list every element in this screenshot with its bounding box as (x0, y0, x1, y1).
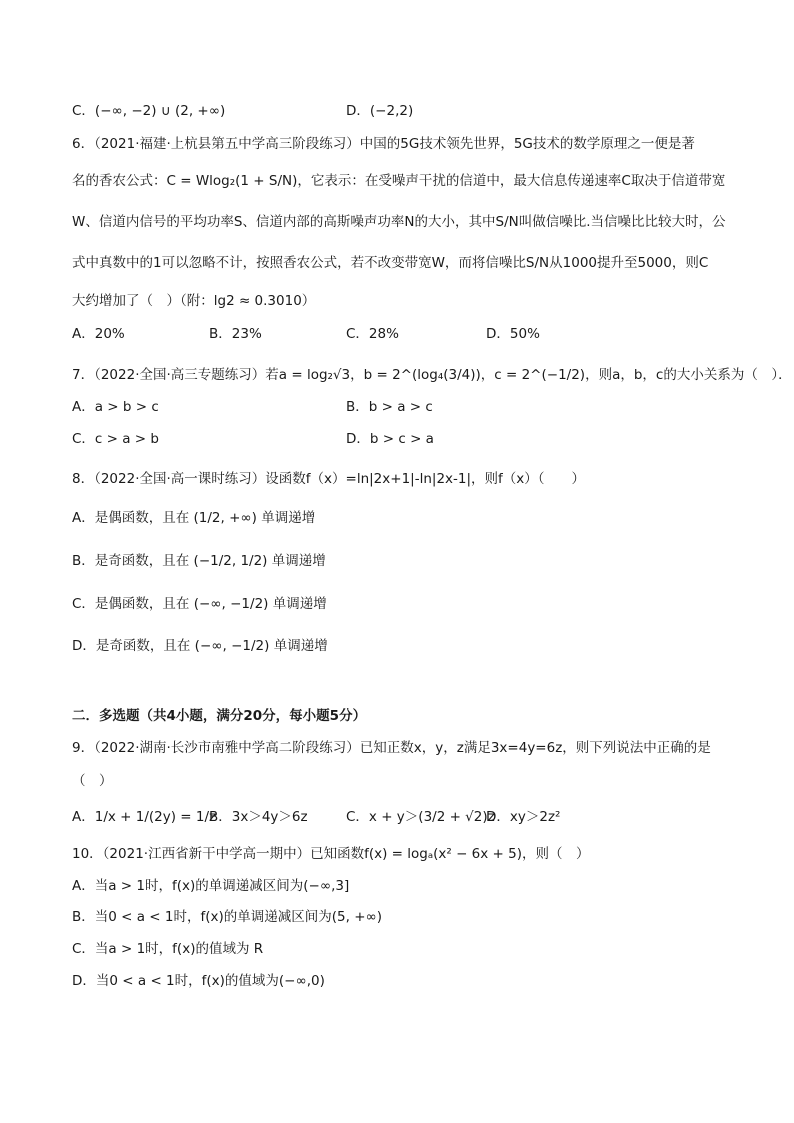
q8-option-c: C．是偶函数，且在 (−∞, −1/2) 单调递增 (72, 596, 327, 612)
q7-option-a: A．a > b > c (72, 399, 159, 415)
q9-option-c: C．x + y＞(3/2 + √2)z (346, 809, 495, 825)
q9-stem-line-1: 9．（2022·湖南·长沙市南雅中学高二阶段练习）已知正数x，y，z满足3x=4y=6z，则下列说法中正确的是 (72, 740, 711, 756)
q9-option-d: D．xy＞2z² (486, 809, 561, 825)
q6-stem-line-4: 式中真数中的1可以忽略不计，按照香农公式，若不改变带宽W，而将信噪比S/N从1000提升至5000，则C (72, 255, 709, 271)
q6-stem-line-1: 6．（2021·福建·上杭县第五中学高三阶段练习）中国的5G技术领先世界，5G技术的数学原理之一便是著 (72, 136, 695, 152)
q6-option-d: D．50% (486, 326, 540, 342)
q10-option-a: A．当a > 1时，f(x)的单调递减区间为(−∞,3] (72, 878, 350, 894)
q10-option-d: D．当0 < a < 1时，f(x)的值域为(−∞,0) (72, 973, 325, 989)
q5-option-c: C．(−∞, −2) ∪ (2, +∞) (72, 103, 226, 119)
q9-stem-line-2: （ ） (72, 773, 113, 789)
q8-option-d: D．是奇函数，且在 (−∞, −1/2) 单调递增 (72, 638, 328, 654)
q10-option-b: B．当0 < a < 1时，f(x)的单调递减区间为(5, +∞) (72, 909, 383, 925)
q6-stem-line-2: 名的香农公式：C = Wlog₂(1 + S/N)，它表示：在受噪声干扰的信道中，最大信息传递速率C取决于信道带宽 (72, 173, 726, 189)
section-heading-multiple-choice: 二．多选题（共4小题，满分20分，每小题5分） (72, 708, 367, 724)
q8-option-a: A．是偶函数，且在 (1/2, +∞) 单调递增 (72, 510, 316, 526)
q6-option-a: A．20% (72, 326, 125, 342)
q7-stem: 7．（2022·全国·高三专题练习）若a = log₂√3，b = 2^(log₄(3/4))，c = 2^(−1/2)，则a，b，c的大小关系为（ ）． (72, 367, 792, 383)
q8-stem: 8．（2022·全国·高一课时练习）设函数f（x）=ln|2x+1|-ln|2x-1|，则f（x）（ ） (72, 471, 586, 487)
q7-option-b: B．b > a > c (346, 399, 433, 415)
q10-stem: 10．（2021·江西省新干中学高一期中）已知函数f(x) = logₐ(x² − 6x + 5)，则（ ） (72, 846, 590, 862)
q6-stem-line-5: 大约增加了（ ）（附：lg2 ≈ 0.3010） (72, 293, 316, 309)
q6-option-b: B．23% (209, 326, 262, 342)
q10-option-c: C．当a > 1时，f(x)的值域为 R (72, 941, 264, 957)
q9-option-b: B．3x＞4y＞6z (209, 809, 308, 825)
q8-option-b: B．是奇函数，且在 (−1/2, 1/2) 单调递增 (72, 553, 326, 569)
q7-option-d: D．b > c > a (346, 431, 434, 447)
q5-option-d: D．(−2,2) (346, 103, 414, 119)
q7-option-c: C．c > a > b (72, 431, 159, 447)
q9-option-a: A．1/x + 1/(2y) = 1/z (72, 809, 217, 825)
q6-option-c: C．28% (346, 326, 399, 342)
q6-stem-line-3: W、信道内信号的平均功率S、信道内部的高斯噪声功率N的大小，其中S/N叫做信噪比.当信噪比比较大时，公 (72, 214, 726, 230)
